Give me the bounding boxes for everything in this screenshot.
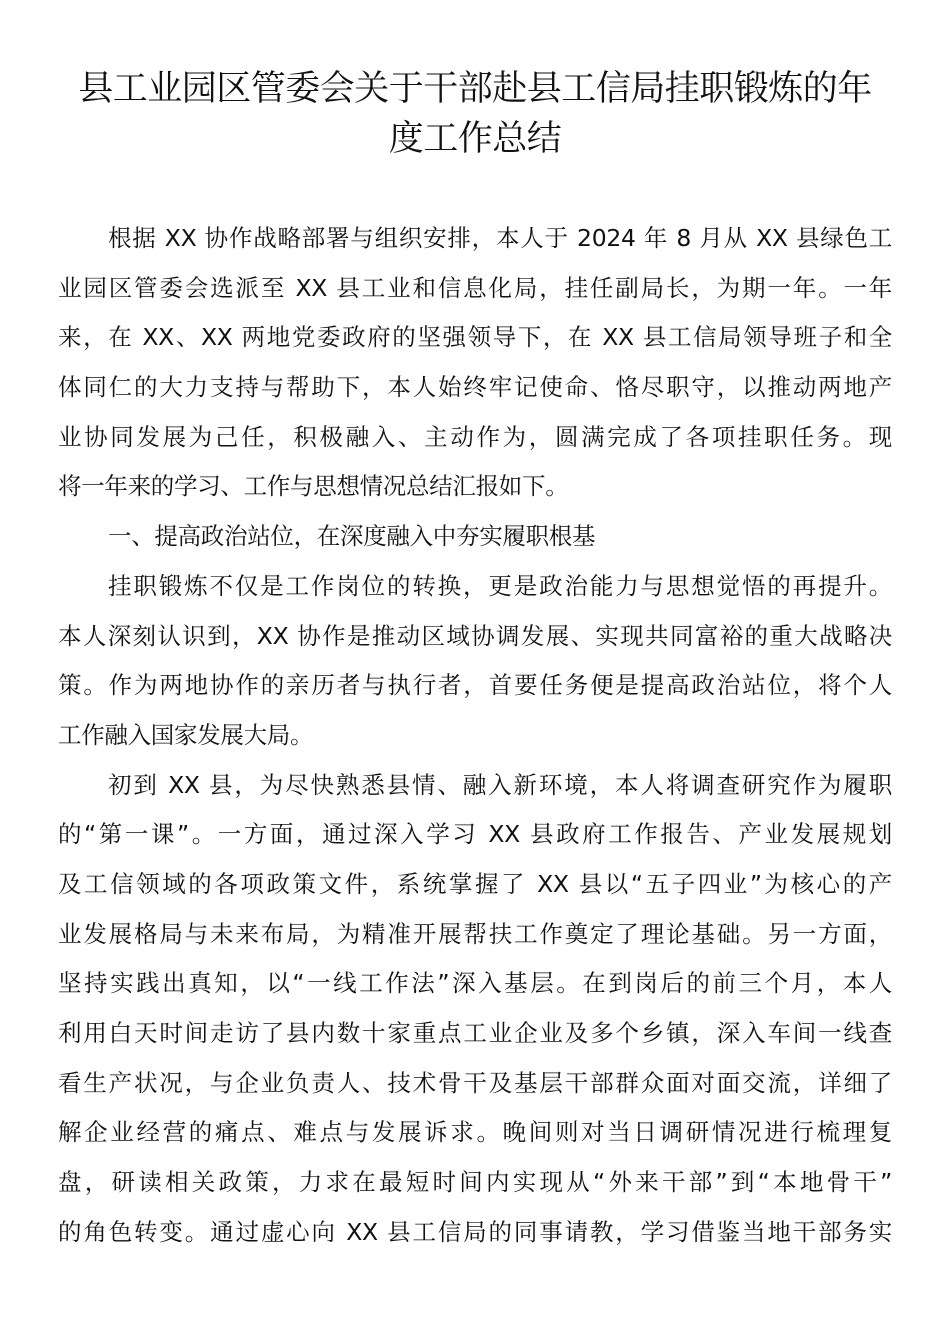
text-line: 体同仁的大力支持与帮助下，本人始终牢记使命、恪尽职守，以推动两地产 [58,373,892,402]
text-line: 初到 XX 县，为尽快熟悉县情、融入新环境，本人将调查研究作为履职 [108,770,892,799]
section-heading-1 [58,512,892,562]
text-line: 将一年来的学习、工作与思想情况总结汇报如下。 [58,472,569,501]
title-line-2: 度工作总结 [388,119,562,159]
text-line: 业园区管委会选派至 XX 县工业和信息化局，挂任副局长，为期一年。一年 [58,273,892,302]
document-body [58,214,892,1257]
paragraph-research [58,761,892,1258]
text-line: 看生产状况，与企业负责人、技术骨干及基层干部群众面对面交流，详细了 [58,1068,892,1097]
text-line: 策。作为两地协作的亲历者与执行者，首要任务便是提高政治站位，将个人 [58,671,892,700]
text-line: 业发展格局与未来布局，为精准开展帮扶工作奠定了理论基础。另一方面， [58,919,892,948]
text-line: 坚持实践出真知，以“一线工作法”深入基层。在到岗后的前三个月，本人 [58,969,892,998]
text-line: 挂职锻炼不仅是工作岗位的转换，更是政治能力与思想觉悟的再提升。 [108,571,892,600]
document-title [40,64,910,164]
title-line-1: 县工业园区管委会关于干部赴县工信局挂职锻炼的年 [78,69,872,109]
text-line: 利用白天时间走访了县内数十家重点工业企业及多个乡镇，深入车间一线查 [58,1019,892,1047]
text-line: 及工信领域的各项政策文件，系统掌握了 XX 县以“五子四业”为核心的产 [58,869,892,898]
paragraph-intro [58,214,892,512]
text-line: 盘，研读相关政策，力求在最短时间内实现从“外来干部”到“本地骨干” [58,1168,892,1197]
text-line: 的角色转变。通过虚心向 XX 县工信局的同事请教，学习借鉴当地干部务实 [58,1217,892,1246]
text-line: 本人深刻认识到，XX 协作是推动区域协调发展、实现共同富裕的重大战略决 [58,621,892,650]
text-line: 工作融入国家发展大局。 [58,720,314,749]
text-line: 业协同发展为己任，积极融入、主动作为，圆满完成了各项挂职任务。现 [58,422,892,451]
text-line: 来，在 XX、XX 两地党委政府的坚强领导下，在 XX 县工信局领导班子和全 [58,323,892,352]
paragraph-political-stance [58,562,892,761]
section-heading-text: 一、提高政治站位，在深度融入中夯实履职根基 [108,522,596,551]
text-line: 根据 XX 协作战略部署与组织安排，本人于 2024 年 8 月从 XX 县绿色工 [108,224,892,252]
text-line: 解企业经营的痛点、难点与发展诉求。晚间则对当日调研情况进行梳理复 [58,1118,892,1147]
text-line: 的“第一课”。一方面，通过深入学习 XX 县政府工作报告、产业发展规划 [58,820,892,849]
